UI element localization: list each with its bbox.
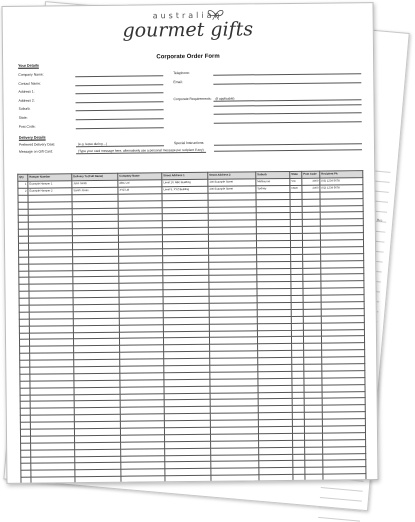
field-value: (if applicable)	[215, 97, 234, 101]
field-input-line[interactable]	[75, 92, 163, 94]
table-cell[interactable]: 100 Example Street	[208, 179, 256, 186]
table-cell[interactable]: Sarah Jones	[72, 187, 118, 194]
table-cell[interactable]: Example Hamper 2	[28, 188, 72, 195]
delivery-details-heading: Delivery Details	[19, 136, 46, 140]
field-label: Company Name:	[18, 73, 43, 77]
table-cell[interactable]: 200 Example Street	[208, 186, 256, 193]
table-cell[interactable]: John Smith	[72, 180, 118, 187]
table-cell[interactable]: XYZ Ltd	[118, 187, 162, 194]
field-label: Suburb:	[19, 107, 31, 111]
table-cell[interactable]	[31, 477, 75, 484]
table-cell[interactable]	[21, 477, 31, 484]
table-cell[interactable]: NSW	[290, 185, 302, 192]
delivery-field-label: Preferred Delivery Date:	[19, 142, 55, 146]
order-table	[17, 170, 367, 484]
field-input-line[interactable]	[214, 121, 362, 124]
field-label: Address 2:	[18, 98, 34, 102]
table-header-cell: Street Address 2	[208, 172, 256, 179]
table-header-cell: Hamper Number	[28, 174, 72, 181]
logo-line-1: australian	[3, 9, 373, 22]
table-cell[interactable]: (03) 1234 5678	[320, 178, 363, 185]
form-title: Corporate Order Form	[3, 52, 373, 62]
table-cell[interactable]: (02) 1234 5678	[320, 184, 363, 191]
logo-line-2: gourmet gifts	[3, 19, 373, 42]
table-header-cell: Recipient Ph	[320, 171, 363, 178]
your-details-heading: Your Details	[18, 64, 39, 68]
table-cell[interactable]	[323, 474, 366, 481]
table-cell[interactable]: Level 10, ABC Building	[162, 179, 208, 186]
field-label: Post Code:	[19, 124, 36, 128]
table-cell[interactable]: Level 5, XYZ Building	[162, 186, 208, 193]
field-input-line[interactable]	[76, 110, 164, 112]
field-label: Corporate Requirements:	[173, 97, 211, 101]
table-header-cell: Suburb	[256, 171, 290, 178]
table-header-cell: Street Address 1	[162, 172, 208, 179]
field-input-line[interactable]	[214, 104, 362, 107]
field-label: State:	[19, 116, 28, 120]
ribbon-bow-icon	[206, 9, 226, 21]
table-header-cell: Post Code	[302, 171, 320, 178]
brand-logo	[3, 9, 373, 42]
table-header-cell: Delivery To (Full Name)	[72, 173, 118, 180]
field-input-line[interactable]	[75, 84, 163, 86]
table-cell[interactable]: 3000	[302, 178, 320, 185]
table-cell[interactable]	[305, 474, 323, 481]
table-cell[interactable]	[259, 475, 293, 482]
field-label: Address 1:	[18, 90, 34, 94]
special-instructions-field-2[interactable]	[214, 149, 362, 152]
field-label: Contact Name:	[18, 81, 41, 85]
table-header-cell: Qty	[18, 174, 28, 181]
table-cell[interactable]: 2	[18, 188, 28, 195]
field-input-line[interactable]	[213, 73, 361, 76]
field-input-line[interactable]	[75, 75, 163, 77]
table-cell[interactable]	[211, 475, 259, 482]
order-form-sheet	[2, 2, 379, 484]
table-cell[interactable]: VIC	[290, 178, 302, 185]
field-input-line[interactable]	[76, 127, 164, 129]
table-header-cell: Company Name	[118, 173, 162, 180]
table-cell[interactable]: ABC Ltd	[118, 180, 162, 187]
delivery-field-value: (e.g. leave during ...)	[78, 142, 107, 146]
field-label: Telephone:	[173, 71, 190, 75]
back-sheet-label: Rec	[377, 218, 383, 222]
field-input-line[interactable]	[76, 101, 164, 103]
field-input-line[interactable]	[213, 82, 361, 85]
delivery-field-label: Message on Gift Card:	[19, 149, 53, 153]
special-instructions-field[interactable]	[214, 143, 362, 146]
table-header-cell: State	[290, 171, 302, 178]
table-cell[interactable]: 2000	[302, 185, 320, 192]
table-cell[interactable]: Sydney	[256, 185, 290, 192]
table-cell[interactable]	[75, 476, 121, 483]
table-cell[interactable]	[293, 475, 305, 482]
table-cell[interactable]: Example Hamper 1	[28, 181, 72, 188]
field-input-line[interactable]	[214, 99, 362, 102]
field-label: Email:	[173, 80, 182, 84]
table-cell[interactable]: Melbourne	[256, 178, 290, 185]
field-input-line[interactable]	[76, 118, 164, 120]
special-instructions-label: Special Instructions:	[174, 141, 204, 145]
table-cell[interactable]	[121, 476, 165, 483]
delivery-field-value: (Type your card message here, alternatively use a personal message per recipient if any)	[78, 148, 204, 153]
field-input-line[interactable]	[214, 112, 362, 115]
table-cell[interactable]: 1	[18, 181, 28, 188]
table-cell[interactable]	[165, 476, 211, 483]
